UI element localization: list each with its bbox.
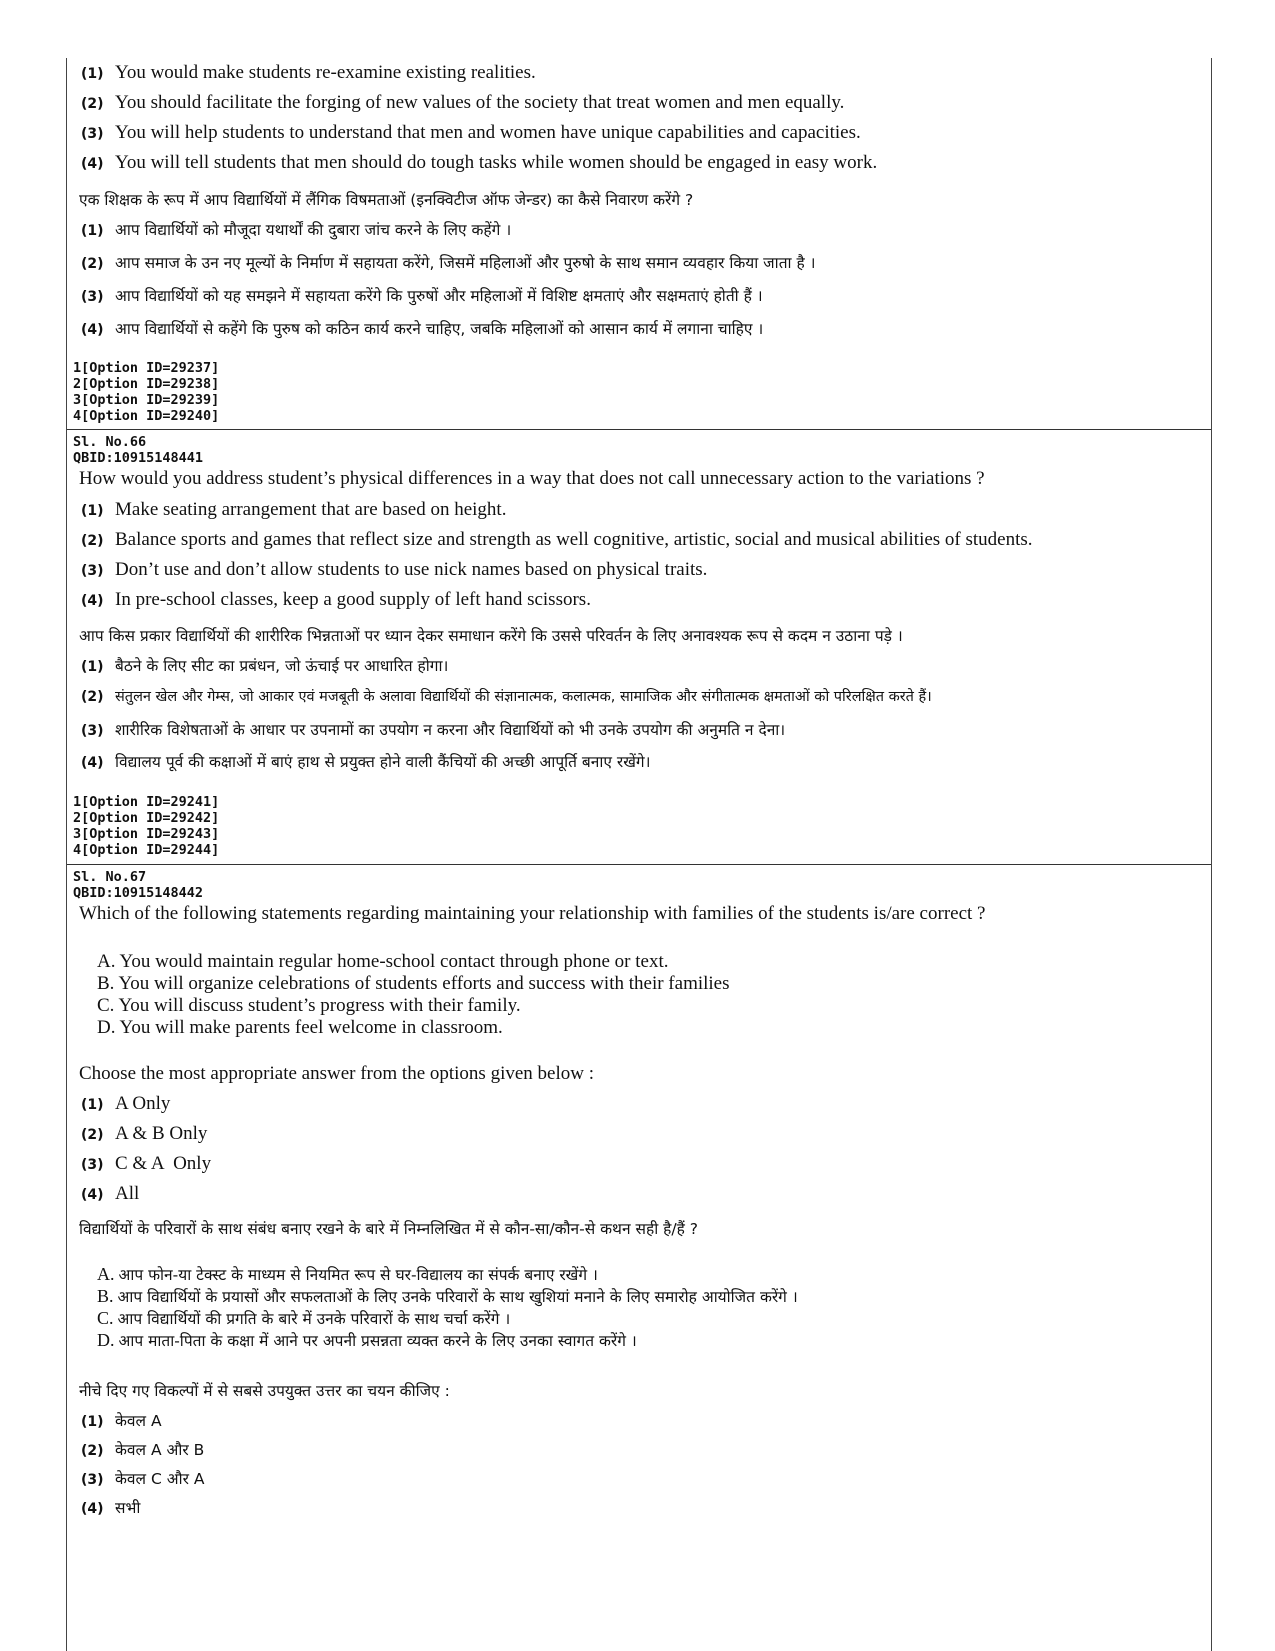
question-67-block — [67, 865, 1211, 1651]
q67-statement-en-a: A. You would maintain regular home-school contact through phone or text. — [97, 951, 669, 972]
q67-statement-hi-c: C. आप विद्यार्थियों की प्रगति के बारे में उनके परिवारों के साथ चर्चा करेंगे । — [97, 1308, 511, 1328]
q67-statement-hi-d: D. आप माता-पिता के कक्षा में आने पर अपनी प्रसन्नता व्यक्त करने के लिए उनका स्वागत करेंगे । — [97, 1330, 637, 1350]
q66-option-en-3: (3) Don’t use and don’t allow students to use nick names based on physical traits. — [81, 559, 708, 580]
q65-option-en-4: (4) You will tell students that men should do tough tasks while women should be engaged in easy work. — [81, 152, 878, 173]
q65-option-en-3: (3) You will help students to understand that men and women have unique capabilities and capacities. — [81, 122, 861, 143]
q67-statement-en-b: B. You will organize celebrations of students efforts and success with their families — [97, 973, 730, 994]
q67-option-en-1: (1) A Only — [81, 1093, 171, 1114]
q65-question-hindi: एक शिक्षक के रूप में आप विद्यार्थियों में लैंगिक विषमताओं (इनक्विटीज ऑफ जेन्डर) का कैसे निवारण करेंगे ? — [79, 191, 694, 209]
q66-option-hi-2: (2) संतुलन खेल और गेम्स, जो आकार एवं मजबूती के अलावा विद्यार्थियों की संज्ञानात्मक, कलात्मक, सामाजिक और संगीतात्मक क्षमताओं को परिलक्षित करते हैं। — [81, 689, 932, 705]
q67-serial-number: Sl. No.67 — [73, 869, 147, 885]
q67-option-en-3: (3) C & A Only — [81, 1153, 212, 1174]
q67-option-hi-1: (1) केवल A — [81, 1412, 162, 1430]
q65-option-hi-4: (4) आप विद्यार्थियों से कहेंगे कि पुरुष को कठिन कार्य करने चाहिए, जबकि महिलाओं को आसान कार्य में लगाना चाहिए । — [81, 320, 764, 338]
q66-option-hi-4: (4) विद्यालय पूर्व की कक्षाओं में बाएं हाथ से प्रयुक्त होने वाली कैंचियों की अच्छी आपूर्ति बनाए रखेंगे। — [81, 753, 651, 771]
q65-option-id-1: 1[Option ID=29237] — [73, 360, 220, 376]
q66-option-en-2: (2) Balance sports and games that reflect size and strength as well cognitive, artistic, social and musical abilities of students. — [81, 529, 1033, 550]
q66-question-hindi: आप किस प्रकार विद्यार्थियों की शारीरिक भिन्नताओं पर ध्यान देकर समाधान करेंगे कि उससे परिवर्तन के लिए अनावश्यक रूप से कदम न उठाना पड़े । — [79, 627, 903, 645]
q67-option-hi-3: (3) केवल C और A — [81, 1470, 205, 1488]
q66-option-id-2: 2[Option ID=29242] — [73, 810, 220, 826]
q67-qbid: QBID:10915148442 — [73, 885, 204, 901]
q67-option-hi-2: (2) केवल A और B — [81, 1441, 205, 1459]
q67-statement-hi-a: A. आप फोन-या टेक्स्ट के माध्यम से नियमित रूप से घर-विद्यालय का संपर्क बनाए रखेंगे । — [97, 1264, 598, 1284]
q67-question-hindi: विद्यार्थियों के परिवारों के साथ संबंध बनाए रखने के बारे में निम्नलिखित में से कौन-सा/कौन-से कथन सही है/हैं ? — [79, 1220, 698, 1238]
q65-option-en-1: (1) You would make students re-examine existing realities. — [81, 62, 536, 83]
q67-option-en-4: (4) All — [81, 1183, 140, 1204]
q65-option-en-2: (2) You should facilitate the forging of new values of the society that treat women and men equally. — [81, 92, 845, 113]
q66-qbid: QBID:10915148441 — [73, 450, 204, 466]
q66-option-id-1: 1[Option ID=29241] — [73, 794, 220, 810]
q67-statement-en-c: C. You will discuss student’s progress with their family. — [97, 995, 521, 1016]
q66-option-id-3: 3[Option ID=29243] — [73, 826, 220, 842]
q65-option-id-2: 2[Option ID=29238] — [73, 376, 220, 392]
q65-option-hi-1: (1) आप विद्यार्थियों को मौजूदा यथार्थों की दुबारा जांच करने के लिए कहेंगे । — [81, 221, 512, 239]
q67-question-english: Which of the following statements regarding maintaining your relationship with families of the students is/are correct ? — [79, 903, 986, 924]
q66-option-en-4: (4) In pre-school classes, keep a good supply of left hand scissors. — [81, 589, 591, 610]
question-paper-frame — [66, 58, 1212, 1651]
q65-option-hi-2: (2) आप समाज के उन नए मूल्यों के निर्माण में सहायता करेंगे, जिसमें महिलाओं और पुरुषो के साथ समान व्यवहार किया जाता है । — [81, 254, 816, 272]
q66-option-hi-1: (1) बैठने के लिए सीट का प्रबंधन, जो ऊंचाई पर आधारित होगा। — [81, 657, 449, 675]
q65-option-hi-3: (3) आप विद्यार्थियों को यह समझने में सहायता करेंगे कि पुरुषों और महिलाओं में विशिष्ट क्षमताएं और सक्षमताएं होती हैं । — [81, 287, 763, 305]
question-65-block — [67, 58, 1211, 430]
q67-choose-english: Choose the most appropriate answer from the options given below : — [79, 1063, 595, 1084]
q67-choose-hindi: नीचे दिए गए विकल्पों में से सबसे उपयुक्त उत्तर का चयन कीजिए : — [79, 1382, 450, 1400]
q66-question-english: How would you address student’s physical differences in a way that does not call unnecessary action to the variations ? — [79, 468, 985, 489]
question-66-block — [67, 430, 1211, 864]
q66-option-id-4: 4[Option ID=29244] — [73, 842, 220, 858]
q66-option-hi-3: (3) शारीरिक विशेषताओं के आधार पर उपनामों का उपयोग न करना और विद्यार्थियों को भी उनके उपयोग की अनुमति न देना। — [81, 721, 786, 739]
q67-option-en-2: (2) A & B Only — [81, 1123, 208, 1144]
q65-option-id-3: 3[Option ID=29239] — [73, 392, 220, 408]
q67-statement-hi-b: B. आप विद्यार्थियों के प्रयासों और सफलताओं के लिए उनके परिवारों के साथ खुशियां मनाने के लिए समारोह आयोजित करेंगे । — [97, 1286, 798, 1306]
q66-serial-number: Sl. No.66 — [73, 434, 147, 450]
q66-option-en-1: (1) Make seating arrangement that are based on height. — [81, 499, 507, 520]
q65-option-id-4: 4[Option ID=29240] — [73, 408, 220, 424]
q67-statement-en-d: D. You will make parents feel welcome in classroom. — [97, 1017, 503, 1038]
q67-option-hi-4: (4) सभी — [81, 1499, 141, 1517]
